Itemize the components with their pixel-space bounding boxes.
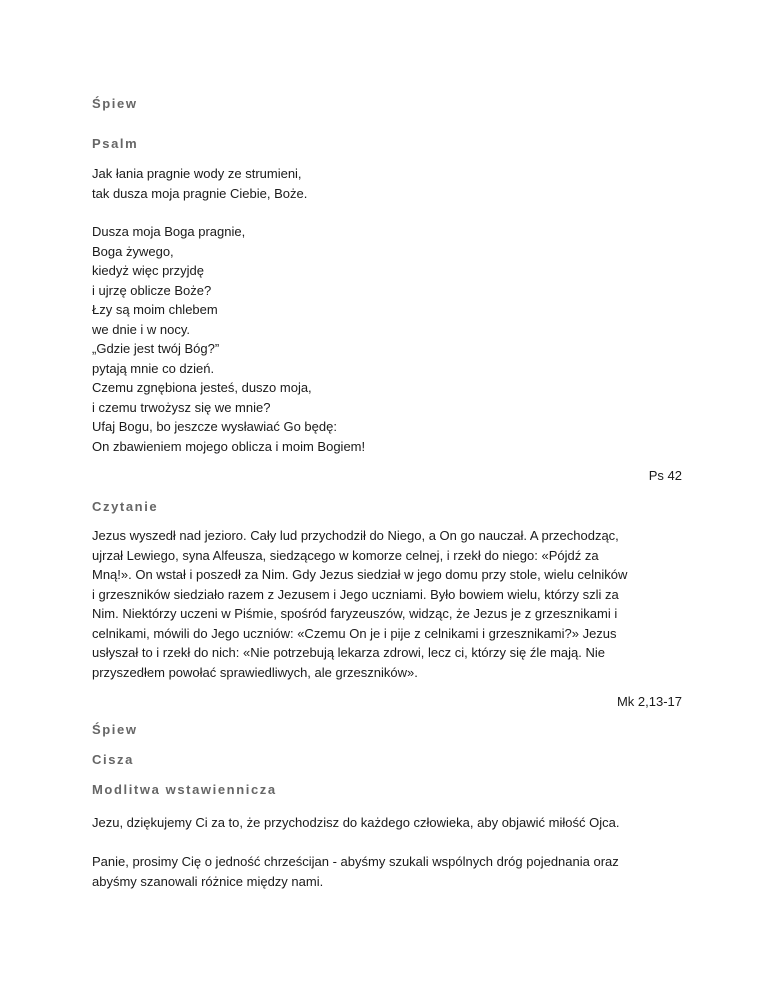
psalm-line: kiedyż więc przyjdę	[92, 263, 204, 278]
psalm-line: i ujrzę oblicze Boże?	[92, 282, 212, 298]
reading-paragraph	[92, 526, 682, 682]
psalm-line: pytają mnie co dzień.	[92, 360, 215, 376]
prayer-line: abyśmy szanowali różnice między nami.	[92, 873, 324, 889]
psalm-line: „Gdzie jest twój Bóg?”	[92, 341, 220, 356]
psalm-line: Czemu zgnębiona jesteś, duszo moja,	[92, 380, 312, 395]
psalm-stanza-2	[92, 222, 682, 300]
heading-spiew: Śpiew	[92, 96, 138, 111]
heading-modlitwa: Modlitwa wstawiennicza	[92, 782, 277, 797]
prayer-intention-1	[92, 813, 682, 833]
psalm-line: On zbawieniem mojego oblicza i moim Bogiem!	[92, 438, 366, 454]
reading-line: Nim. Niektórzy uczeni w Piśmie, spośród faryzeuszów, widząc, że Jezus je z grzesznikami i	[92, 606, 618, 621]
psalm-line: Łzy są moim chlebem	[92, 302, 218, 317]
psalm-line: Jak łania pragnie wody ze strumieni,	[92, 166, 302, 181]
psalm-line: tak dusza moja pragnie Ciebie, Boże.	[92, 185, 308, 201]
heading-cisza: Cisza	[92, 752, 134, 767]
prayer-line: Jezu, dziękujemy Ci za to, że przychodzisz do każdego człowieka, aby objawić miłość Ojca.	[92, 815, 620, 830]
psalm-stanza-1	[92, 164, 682, 203]
psalm-line: Ufaj Bogu, bo jeszcze wysławiać Go będę:	[92, 419, 337, 434]
prayer-intention-2	[92, 852, 682, 891]
psalm-line: we dnie i w nocy.	[92, 321, 191, 337]
heading-spiew-2: Śpiew	[92, 722, 138, 737]
reading-line: usłyszał to i rzekł do nich: «Nie potrzebują lekarza zdrowi, lecz ci, którzy się źle mają. Nie	[92, 645, 605, 660]
psalm-stanza-3	[92, 300, 682, 378]
heading-czytanie: Czytanie	[92, 499, 159, 514]
reading-line: Jezus wyszedł nad jezioro. Cały lud przychodził do Niego, a On go nauczał. A przechodząc,	[92, 528, 619, 543]
psalm-stanza-4	[92, 378, 682, 456]
psalm-line: Boga żywego,	[92, 243, 174, 259]
reading-line: celnikami, mówili do Jego uczniów: «Czemu On je i pije z celnikami i grzesznikami?» Jezus	[92, 625, 617, 641]
reading-line: ujrzał Lewiego, syna Alfeusza, siedzącego w komorze celnej, i rzekł do niego: «Pójdź za	[92, 547, 599, 563]
prayer-line: Panie, prosimy Cię o jedność chrześcijan - abyśmy szukali wspólnych dróg pojednania oraz	[92, 854, 619, 869]
psalm-line: Dusza moja Boga pragnie,	[92, 224, 246, 239]
reading-line: Mną!». On wstał i poszedł za Nim. Gdy Jezus siedział w jego domu przy stole, wielu celników	[92, 567, 628, 582]
heading-psalm: Psalm	[92, 136, 139, 151]
reading-reference: Mk 2,13-17	[616, 694, 682, 709]
psalm-line: i czemu trwożysz się we mnie?	[92, 399, 271, 415]
reading-line: i grzeszników siedziało razem z Jezusem i Jego uczniami. Było bowiem wielu, którzy szli za	[92, 586, 619, 602]
psalm-reference: Ps 42	[648, 468, 682, 483]
reading-line: przyszedłem powołać sprawiedliwych, ale grzeszników».	[92, 664, 418, 680]
